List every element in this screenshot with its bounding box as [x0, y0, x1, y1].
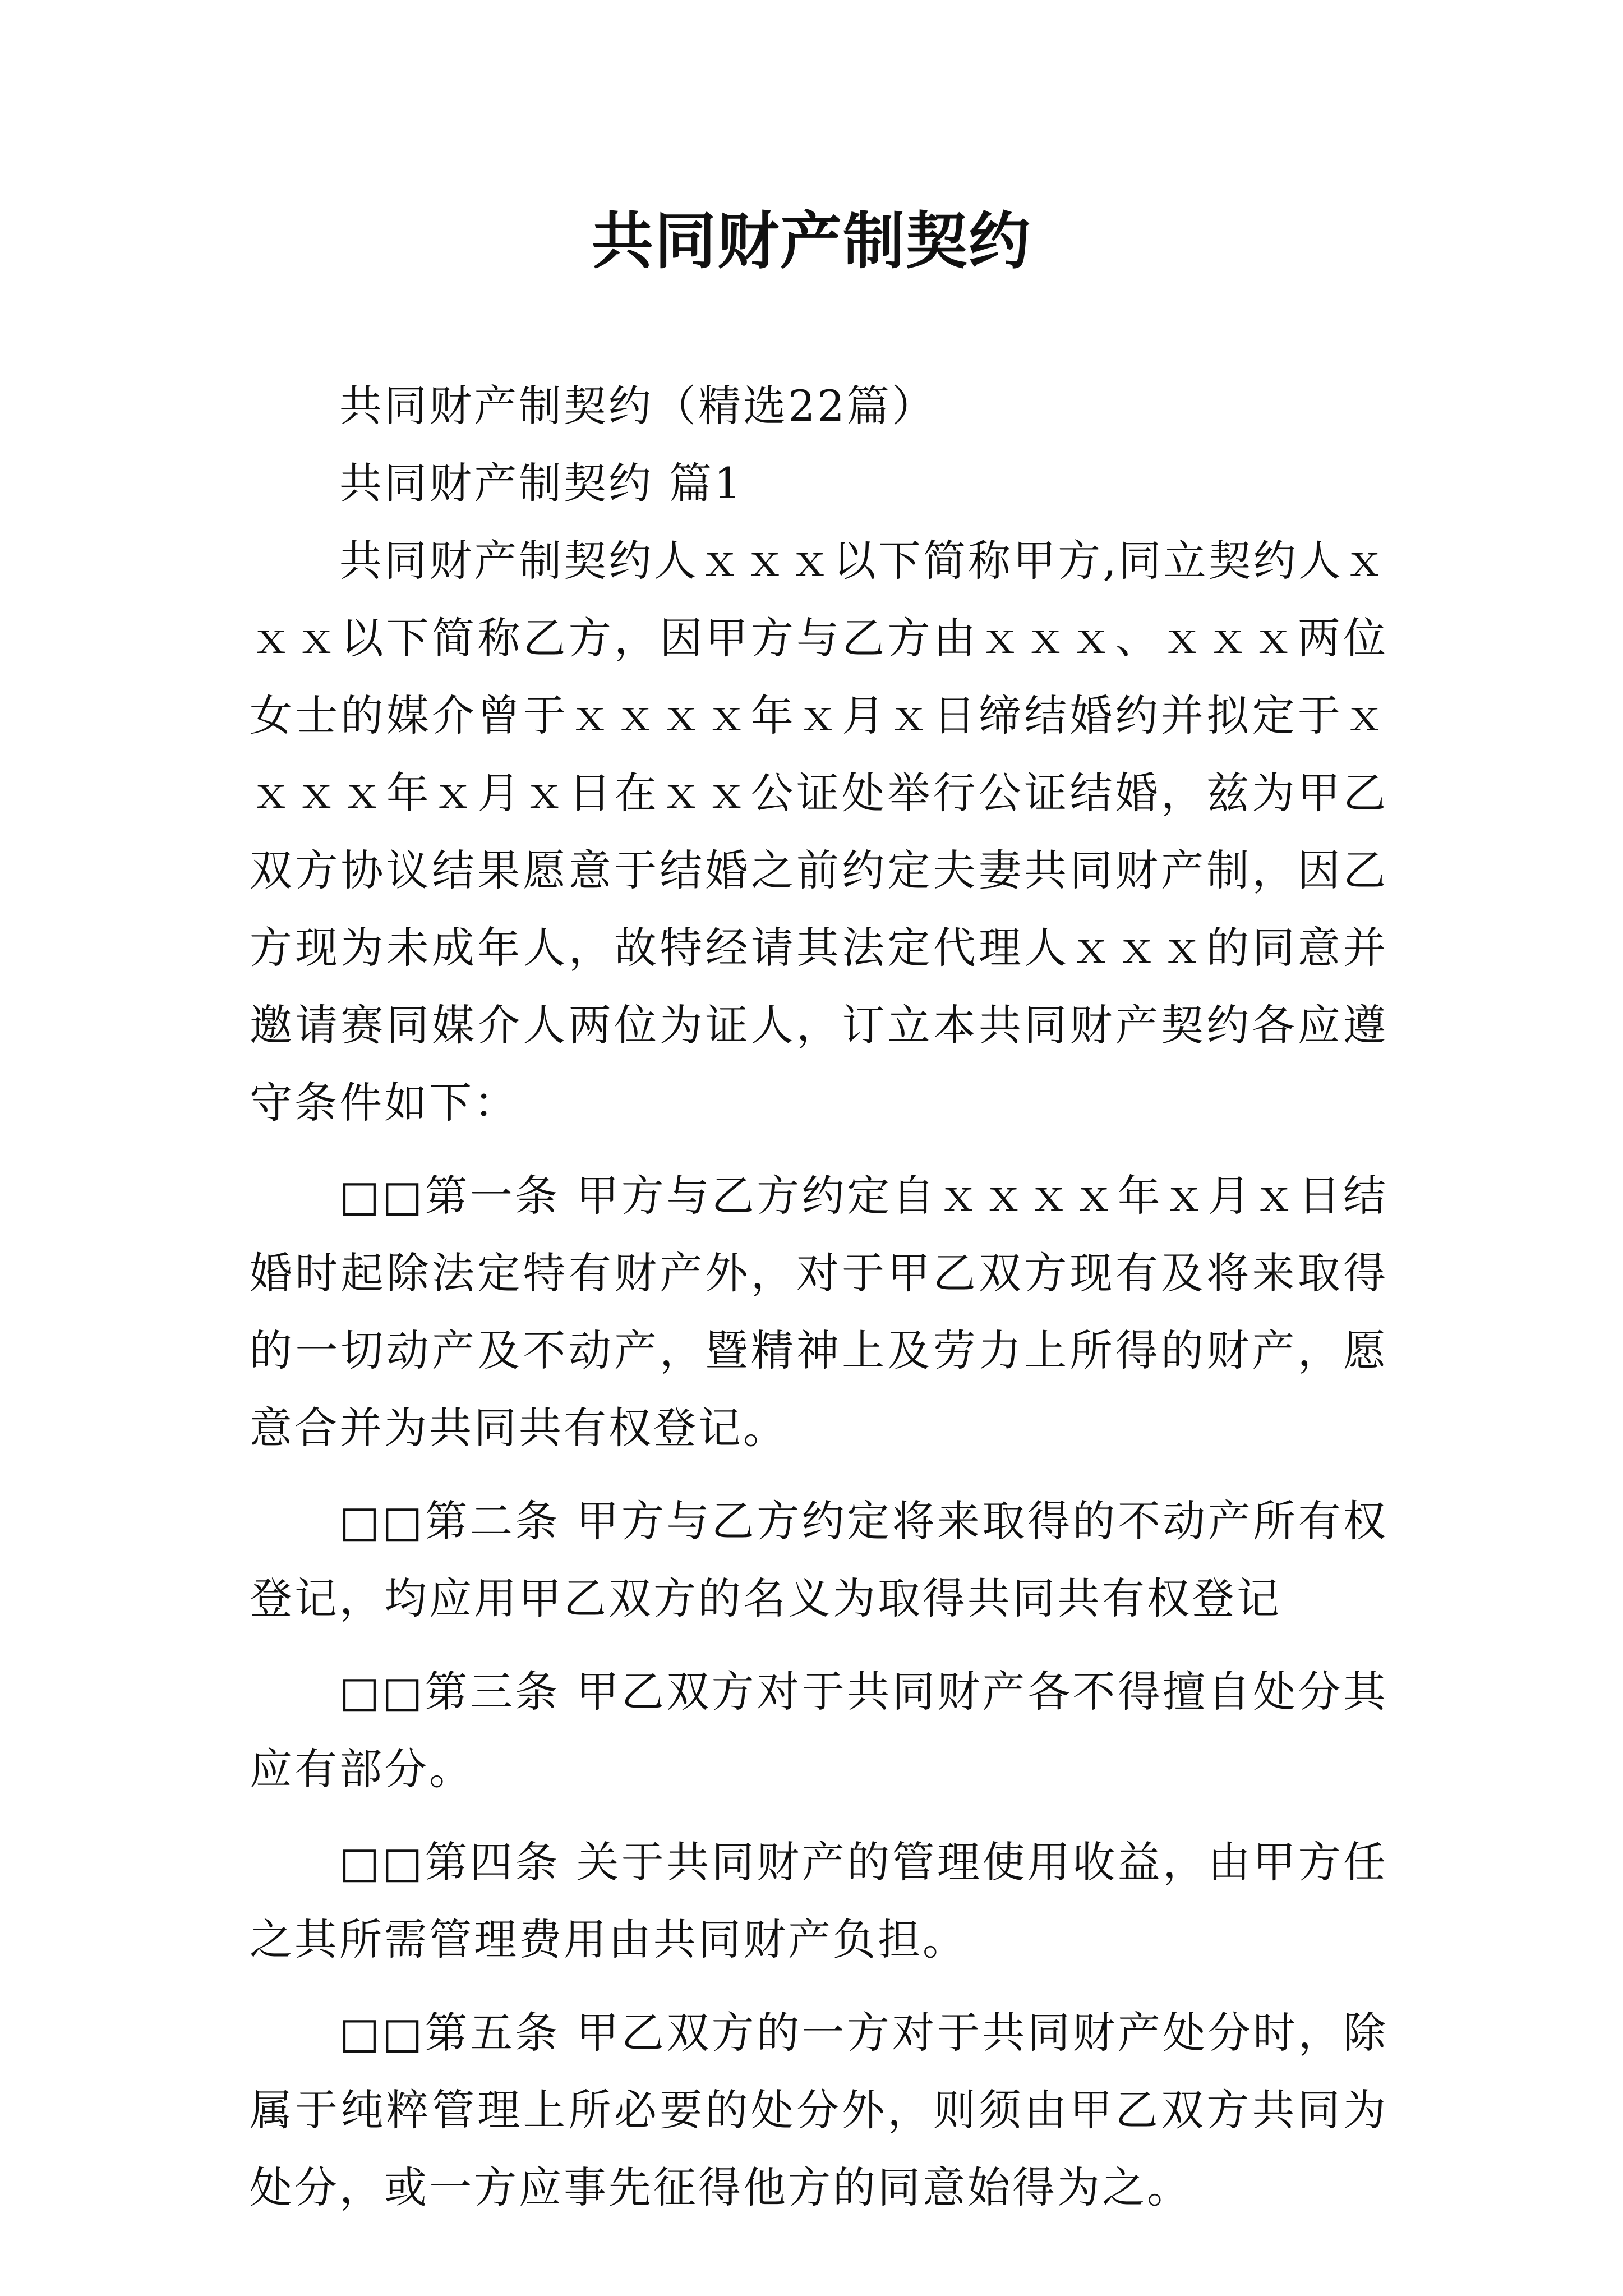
document-body — [250, 367, 1388, 2226]
article-4: □□第四条 关于共同财产的管理使用收益，由甲方任之其所需管理费用由共同财产负担。 — [250, 1837, 1388, 1964]
document-subtitle: 共同财产制契约（精选22篇） — [339, 381, 937, 431]
article-5: □□第五条 甲乙双方的一方对于共同财产处分时，除属于纯粹管理上所必要的处分外，则须由甲乙双方共同为处分，或一方应事先征得他方的同意始得为之。 — [250, 2008, 1388, 2212]
article-3: □□第三条 甲乙双方对于共同财产各不得擅自处分其应有部分。 — [250, 1667, 1388, 1794]
article-1: □□第一条 甲方与乙方约定自ｘｘｘｘ年ｘ月ｘ日结婚时起除法定特有财产外，对于甲乙双方现有及将来取得的一切动产及不动产，暨精神上及劳力上所得的财产，愿意合并为共同共有权登记。 — [250, 1171, 1388, 1453]
intro-paragraph: 共同财产制契约人ｘｘｘ以下简称甲方,同立契约人ｘｘｘ以下简称乙方，因甲方与乙方由ｘｘｘ、ｘｘｘ两位女士的媒介曾于ｘｘｘｘ年ｘ月ｘ日缔结婚约并拟定于ｘｘｘｘ年ｘ月ｘ日在ｘｘ公证处举行公证结婚，兹为甲乙双方协议结果愿意于结婚之前约定夫妻共同财产制，因乙方现为未成年人，故特经请其法定代理人ｘｘｘ的同意并邀请赛同媒介人两位为证人，订立本共同财产契约各应遵守条件如下： — [250, 536, 1388, 1128]
article-2: □□第二条 甲方与乙方约定将来取得的不动产所有权登记，均应用甲乙双方的名义为取得共同共有权登记 — [250, 1496, 1388, 1623]
section-heading: 共同财产制契约 篇1 — [339, 458, 744, 508]
document-title: 共同财产制契约 — [592, 205, 1031, 277]
